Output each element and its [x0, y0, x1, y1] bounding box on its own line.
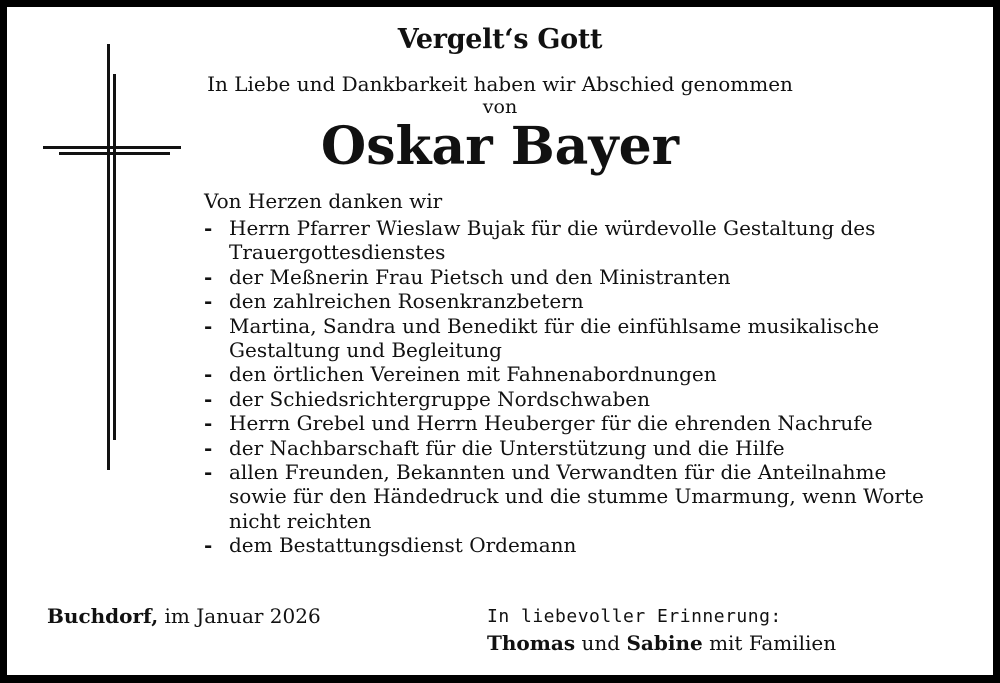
list-item: - den zahlreichen Rosenkranzbetern	[204, 289, 584, 314]
thanks-list	[204, 216, 944, 558]
dash-bullet-icon: -	[204, 216, 213, 240]
list-item: - der Nachbarschaft für die Unterstützung und die Hilfe	[204, 435, 785, 460]
heading-from: von	[482, 96, 518, 118]
dash-bullet-icon: -	[204, 435, 213, 460]
list-item: - der Meßnerin Frau Pietsch und den Ministranten	[204, 264, 731, 289]
list-item: - der Schiedsrichtergruppe Nordschwaben	[204, 386, 650, 411]
heading-subtitle: In Liebe und Dankbarkeit haben wir Abschied genommen	[207, 72, 793, 96]
thanks-intro: Von Herzen danken wir	[204, 189, 443, 213]
memory-line: In liebevoller Erinnerung:	[487, 606, 782, 627]
list-item: - dem Bestattungsdienst Ordemann	[204, 533, 577, 558]
signatories: Thomas und Sabine mit Familien	[487, 631, 837, 655]
signatory-1: Thomas	[487, 631, 576, 655]
dash-bullet-icon: -	[204, 289, 213, 314]
dash-bullet-icon: -	[204, 533, 213, 558]
signature-block	[487, 604, 836, 656]
deceased-name: Oskar Bayer	[320, 116, 680, 177]
list-item: - allen Freunden, Bekannten und Verwandten für die Anteilnahme sowie für den Händedruck und die stumme Umarmung, wenn Worte nicht reichten	[204, 460, 924, 533]
dash-bullet-icon: -	[204, 411, 213, 436]
date: im Januar 2026	[164, 604, 321, 628]
dash-bullet-icon: -	[204, 264, 213, 289]
dash-bullet-icon: -	[204, 460, 213, 485]
list-item: - Herrn Grebel und Herrn Heuberger für die ehrenden Nachrufe	[204, 411, 873, 436]
list-item: - Martina, Sandra und Benedikt für die einfühlsame musikalische Gestaltung und Begleitung	[204, 313, 880, 363]
signatory-2: Sabine	[626, 631, 703, 655]
place-date	[47, 604, 321, 628]
list-item: - Herrn Pfarrer Wieslaw Bujak für die würdevolle Gestaltung des Trauergottesdienstes	[204, 216, 876, 265]
place: Buchdorf,	[47, 604, 159, 628]
list-item: - den örtlichen Vereinen mit Fahnenabordnungen	[204, 362, 717, 387]
dash-bullet-icon: -	[204, 313, 213, 338]
dash-bullet-icon: -	[204, 362, 213, 387]
dash-bullet-icon: -	[204, 386, 213, 411]
heading-title: Vergelt‘s Gott	[397, 24, 603, 55]
